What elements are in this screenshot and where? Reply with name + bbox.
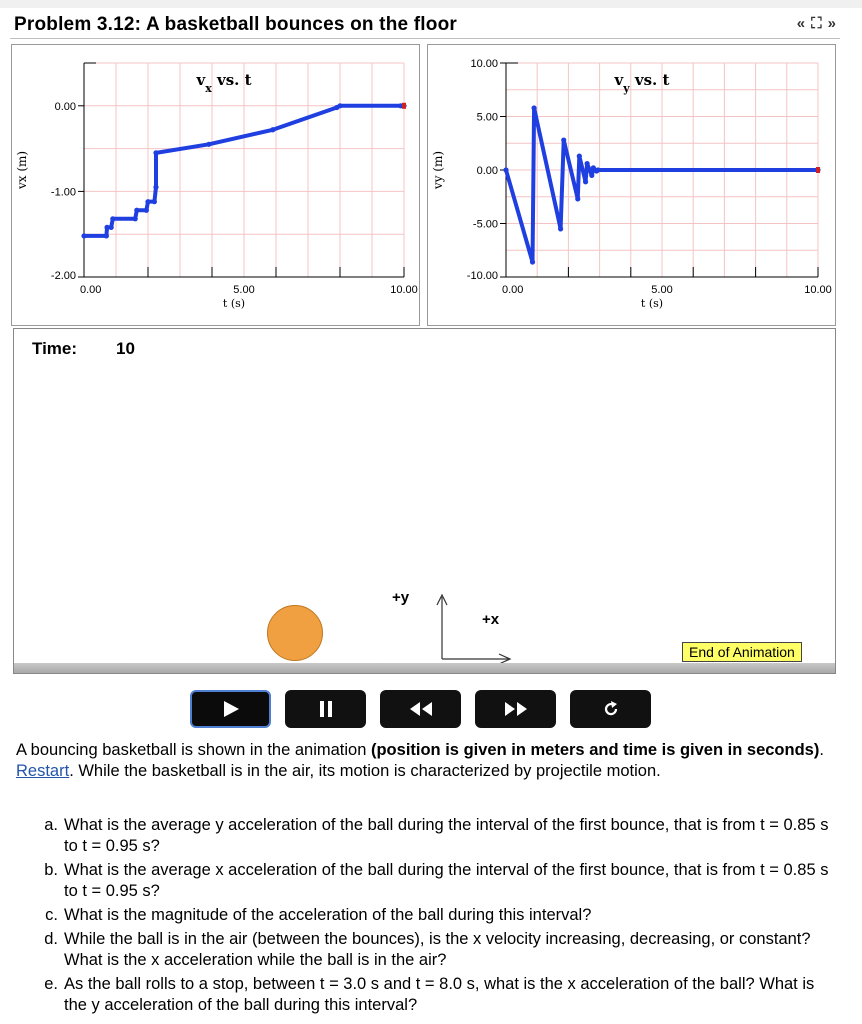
x-tick-label: 10.00 [804,284,832,296]
nav-icons [797,15,836,32]
page-title: Problem 3.12: A basketball bounces on the floor [14,14,457,35]
data-point [104,233,109,238]
header-bar [10,12,840,39]
data-point [134,208,139,213]
data-point [270,127,275,132]
question-list [16,815,836,1019]
restart-link[interactable]: Restart [16,762,70,780]
end-of-animation-badge: End of Animation [682,642,802,662]
y-axis-label: vy (m) [431,150,445,190]
x-tick-label: 5.00 [233,284,255,296]
x-axis-label: +x [482,611,500,628]
question-text: What is the average x acceleration of the ball during the interval of the first bounce, that is from t = 0.85 s to t = 0.95 s? [64,861,829,900]
y-tick-label: -5.00 [472,218,498,231]
y-tick-label: 10.00 [470,58,498,70]
y-tick-label: 0.00 [476,165,498,177]
y-tick-label: -10.00 [466,270,498,282]
expand-icon[interactable]: ⛶ [811,15,822,32]
y-tick-label: -1.00 [50,186,76,199]
pause-icon [318,700,334,718]
time-value: 10 [116,339,135,358]
data-point [152,199,157,204]
question-text: What is the magnitude of the acceleration of the ball during this interval? [64,906,592,924]
floor [14,663,835,673]
data-point [206,142,211,147]
question-text: While the ball is in the air (between the bounces), is the x velocity increasing, decreasing, or constant? What is the x acceleration while the ball is in the air? [64,930,811,969]
vy-graph-panel [427,44,836,326]
reset-icon [602,700,620,718]
description-lead: A bouncing basketball is shown in the animation [16,741,371,759]
data-point [558,226,563,231]
vx-graph-panel [11,44,420,326]
data-point [595,167,600,172]
basketball [267,605,323,661]
data-point [133,216,138,221]
data-point [583,179,588,184]
question-text: What is the average y acceleration of the ball during the interval of the first bounce, that is from t = 0.85 s to t = 0.95 s? [64,816,829,855]
previous-icon[interactable]: « [796,15,806,32]
list-item [16,905,836,926]
x-tick-label: 0.00 [502,284,524,296]
end-marker [816,167,820,173]
list-item [16,929,836,971]
reset-button[interactable] [570,690,651,728]
vy-vs-t-chart [428,45,835,325]
data-point [110,216,115,221]
data-point [109,225,114,230]
animation-panel [13,328,836,674]
question-label: e. [44,975,58,993]
y-axis-label: +y [392,589,410,606]
chart-title: $v_y$ vs. t [614,71,670,95]
x-tick-label: 5.00 [651,284,673,296]
data-point [575,196,580,201]
description-mid: . [819,741,824,759]
description-tail: . While the basketball is in the air, its motion is characterized by projectile motion. [69,762,661,780]
data-point [577,153,582,158]
data-point [337,103,342,108]
data-point [153,185,158,190]
y-tick-label: 5.00 [476,111,498,124]
time-label: Time: [32,339,78,358]
problem-description [16,740,836,782]
chart-title: $v_x$ vs. t [196,71,252,95]
data-point [81,233,86,238]
y-tick-label: 0.00 [54,100,76,113]
end-marker [402,103,406,109]
next-icon[interactable]: » [827,15,836,32]
pause-button[interactable] [285,690,366,728]
description-bold: (position is given in meters and time is given in seconds) [370,741,820,759]
data-point [153,150,158,155]
x-tick-label: 10.00 [390,284,418,296]
coordinate-axes [394,587,524,667]
question-label: a. [44,816,58,834]
question-label: b. [44,861,58,879]
data-point [589,173,594,178]
vx-vs-t-chart [12,45,419,325]
data-point [144,208,149,213]
data-point [531,105,536,110]
play-icon [221,700,241,718]
step-back-icon [408,700,434,718]
data-point [530,259,535,264]
step-back-button[interactable] [380,690,461,728]
data-point [585,161,590,166]
x-tick-label: 0.00 [80,284,102,296]
top-strip [0,0,862,8]
list-item [16,974,836,1016]
data-point [561,137,566,142]
x-axis-label: t (s) [640,297,664,310]
question-text: As the ball rolls to a stop, between t = 3.0 s and t = 8.0 s, what is the x acceleration of the ball? What is the y acceleration of the ball during this interval? [64,975,815,1014]
question-label: d. [44,930,58,948]
step-forward-button[interactable] [475,690,556,728]
y-axis-label: vx (m) [15,150,29,190]
step-forward-icon [503,700,529,718]
list-item [16,860,836,902]
y-tick-label: -2.00 [50,270,76,282]
data-point [503,167,508,172]
x-axis-label: t (s) [222,297,246,310]
data-point [145,199,150,204]
animation-controls [190,690,651,728]
play-button[interactable] [190,690,271,728]
question-label: c. [45,906,58,924]
list-item [16,815,836,857]
